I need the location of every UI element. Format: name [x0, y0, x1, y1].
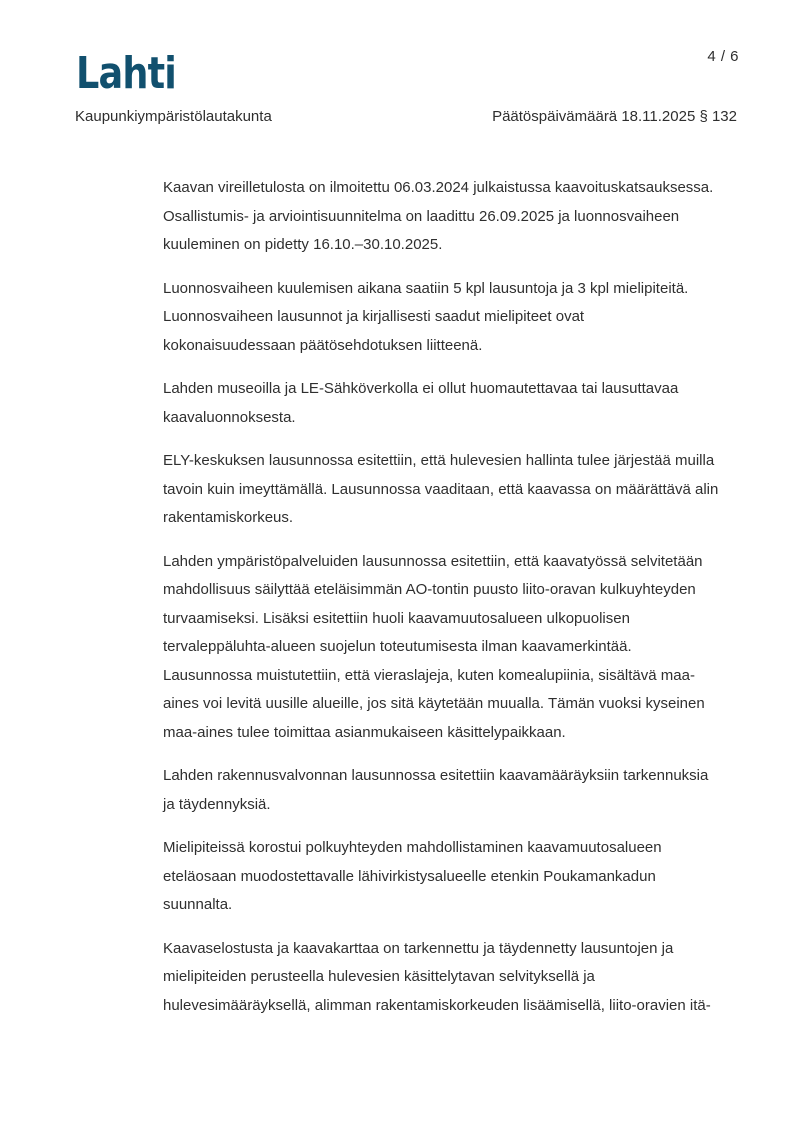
body-paragraph: Luonnosvaiheen kuulemisen aikana saatiin 5 kpl lausuntoja ja 3 kpl mielipiteitä. Luonnosvaiheen lausunnot ja kirjallisesti saadut mielipiteet ovat kokonaisuudessaan päätösehdotuksen liitteenä.	[163, 279, 689, 354]
body-paragraph: Mielipiteissä korostui polkuyhteyden mahdollistaminen kaavamuutosalueen eteläosaan muodostettavalle lähivirkistysalueelle etenkin Poukamankadun suunnalta.	[163, 839, 662, 913]
header-committee: Kaupunkiympäristölautakunta	[75, 108, 272, 125]
lahti-logo-graphic	[76, 44, 186, 96]
document-body	[163, 174, 719, 1035]
body-paragraph: Lahden ympäristöpalveluiden lausunnossa esitettiin, että kaavatyössä selvitetään mahdollisuus säilyttää eteläisimmän AO-tontin puusto liito-oravan kulkuyhteyden turvaamiseksi. Lisäksi esitettiin huoli kaavamuutosalueen ulkopuolisen tervaleppäluhta-alueen suojelun toteutumisesta ilman kaavamerkintää. Lausunnossa muistutettiin, että vieraslajeja, kuten komealupiinia, sisältävä maa-aines voi levitä uusille alueille, jos sitä käytetään muualla. Tämän vuoksi kyseinen maa-aines tulee toimittaa asianmukaiseen käsittelypaikkaan.	[163, 552, 705, 741]
body-paragraph: Kaavan vireilletulosta on ilmoitettu 06.03.2024 julkaistussa kaavoituskatsauksessa. Osallistumis- ja arviointisuunnitelma on laadittu 26.09.2025 ja luonnosvaiheen kuuleminen on pidetty 16.10.–30.10.2025.	[163, 179, 714, 253]
body-paragraph: Kaavaselostusta ja kaavakarttaa on tarkennettu ja täydennetty lausuntojen ja mielipiteiden perusteella hulevesien käsittelytavan selvityksellä ja hulevesimääräyksellä, alimman rakentamiskorkeuden lisäämisellä, liito-oravien itä-	[163, 939, 711, 1014]
page-number: 4 / 6	[707, 48, 739, 65]
lahti-logo	[76, 44, 186, 96]
header-decision-date: Päätöspäivämäärä 18.11.2025 § 132	[492, 108, 737, 125]
body-paragraph: Lahden rakennusvalvonnan lausunnossa esitettiin kaavamääräyksiin tarkennuksia ja täydennyksiä.	[163, 767, 709, 813]
body-paragraph: ELY-keskuksen lausunnossa esitettiin, että hulevesien hallinta tulee järjestää muilla tavoin kuin imeyttämällä. Lausunnossa vaaditaan, että kaavassa on määrättävä alin rakentamiskorkeus.	[163, 452, 719, 526]
document-header	[75, 108, 737, 125]
body-paragraph: Lahden museoilla ja LE-Sähköverkolla ei ollut huomautettavaa tai lausuttavaa kaavaluonnoksesta.	[163, 380, 679, 426]
lahti-logo-text: Lahti	[76, 48, 176, 96]
